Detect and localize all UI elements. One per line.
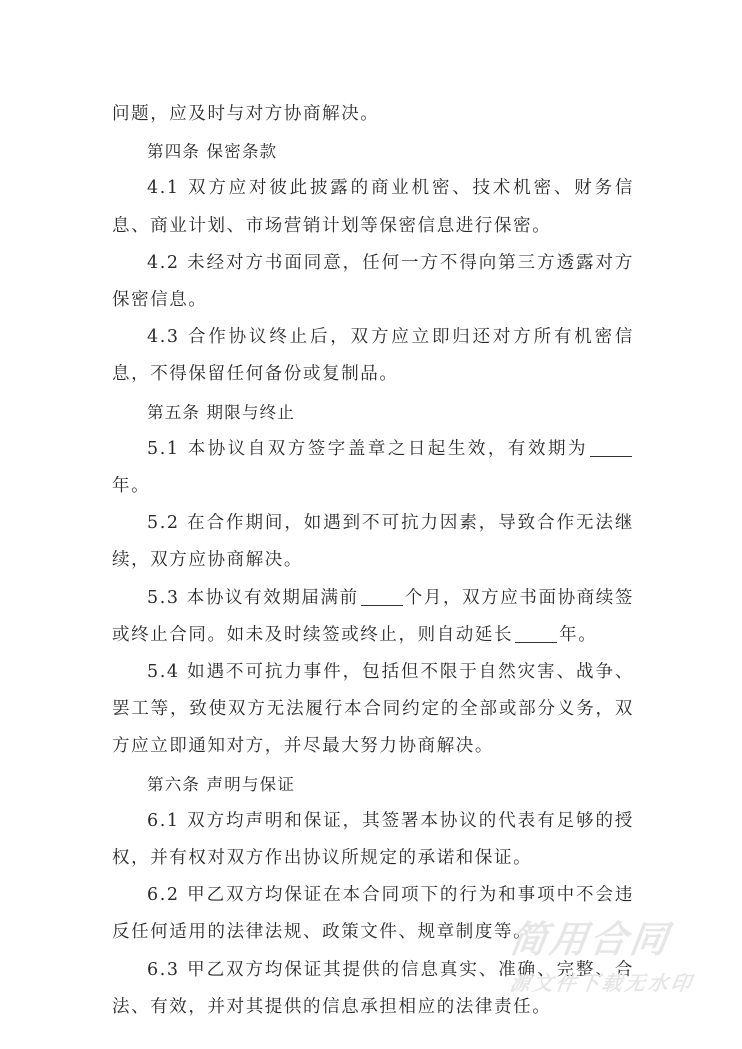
- clause-5-1: [112, 431, 634, 505]
- clause-text: 5.3 本协议有效期届满前: [147, 587, 359, 608]
- watermark: [507, 918, 696, 998]
- document-body: [112, 96, 634, 1026]
- watermark-title: 简用合同: [507, 918, 674, 961]
- clause-5-4: 5.4 如遇不可抗力事件，包括但不限于自然灾害、战争、罢工等，致使双方无法履行本合同约定的全部或部分义务，双方应立即通知对方，并尽最大努力协商解决。: [112, 662, 634, 757]
- clause-4-1: 4.1 双方应对彼此披露的商业机密、技术机密、财务信息、商业计划、市场营销计划等保密信息进行保密。: [112, 178, 634, 236]
- section-heading-article-4: 第四条 保密条款: [147, 142, 278, 162]
- fill-in-blank-years: [590, 438, 632, 457]
- paragraph-continuation: 问题，应及时与对方协商解决。: [112, 104, 380, 124]
- clause-5-2: 5.2 在合作期间，如遇到不可抗力因素，导致合作无法继续，双方应协商解决。: [112, 513, 634, 571]
- clause-6-1: 6.1 双方均声明和保证，其签署本协议的代表有足够的授权，并有权对双方作出协议所规定的承诺和保证。: [112, 810, 634, 869]
- clause-6-2: 6.2 甲乙双方均保证在本合同项下的行为和事项中不会违反任何适用的法律法规、政策文件、规章制度等。: [112, 885, 634, 943]
- fill-in-blank-extension-years: [515, 624, 557, 643]
- clause-5-3: [112, 580, 634, 654]
- clause-text: 年。: [559, 624, 598, 645]
- clause-text: 年。: [112, 476, 151, 497]
- clause-text: 5.1 本协议自双方签字盖章之日起生效，有效期为: [147, 438, 588, 459]
- clause-4-2: 4.2 未经对方书面同意，任何一方不得向第三方透露对方保密信息。: [112, 252, 634, 311]
- fill-in-blank-months: [361, 587, 403, 606]
- clause-4-3: 4.3 合作协议终止后，双方应立即归还对方所有机密信息，不得保留任何备份或复制品。: [112, 327, 634, 385]
- section-heading-article-5: 第五条 期限与终止: [147, 402, 296, 422]
- watermark-subtitle: 源文件下载无水印: [508, 971, 696, 995]
- section-heading-article-6: 第六条 声明与保证: [147, 774, 296, 794]
- clause-text: 个月，双方应书面协商续签或终止合同。如未及时续签或终止，则自动延长: [112, 587, 635, 645]
- clause-6-3: 6.3 甲乙双方均保证其提供的信息真实、准确、完整、合法、有效，并对其提供的信息承担相应的法律责任。: [112, 959, 634, 1017]
